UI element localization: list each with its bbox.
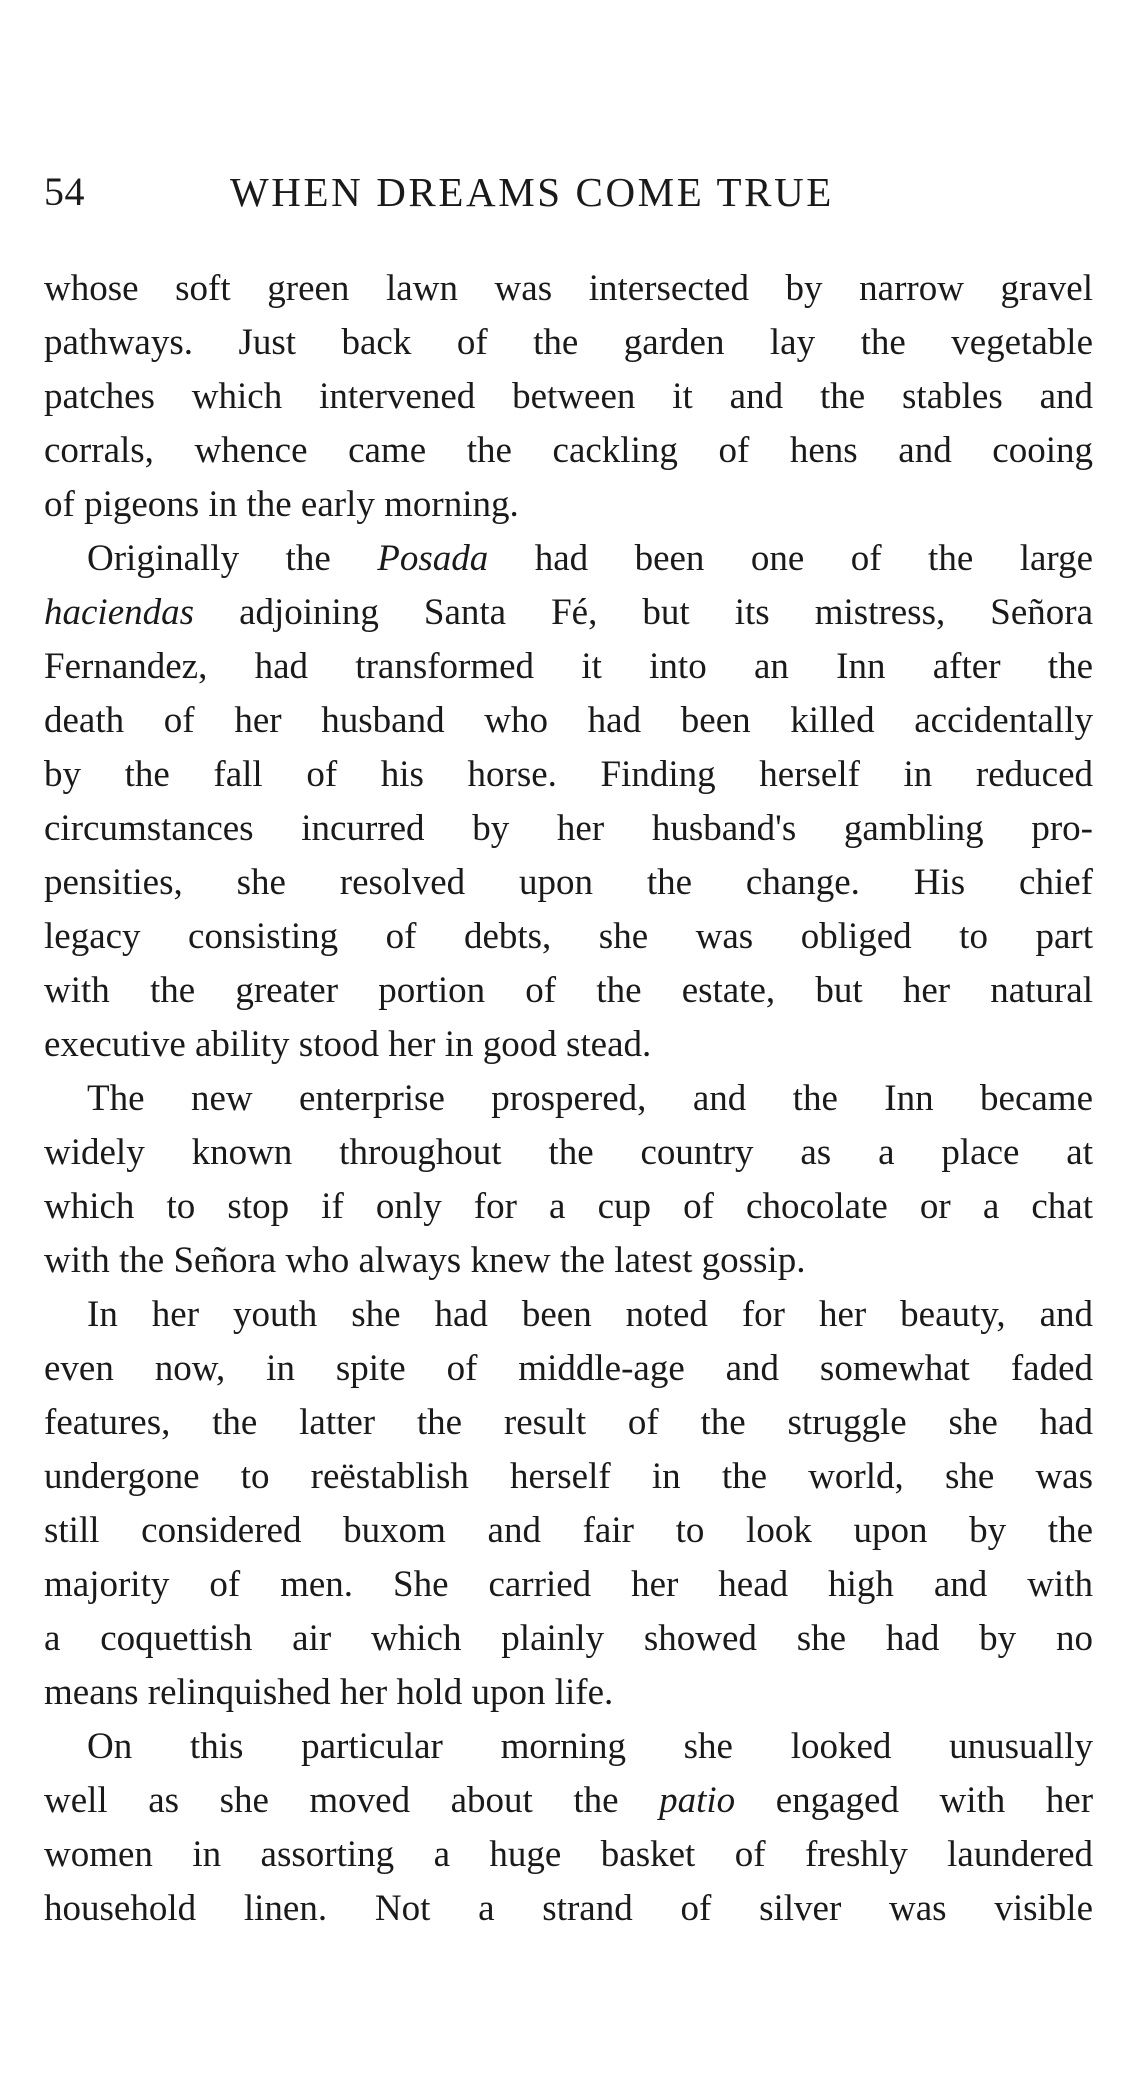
italic-word: haciendas bbox=[44, 592, 195, 633]
text-line: The new enterprise prospered, and the Inn became bbox=[87, 1078, 1093, 1119]
text-line: widely known throughout the country as a place at bbox=[44, 1132, 1093, 1173]
running-title: WHEN DREAMS COME TRUE bbox=[230, 169, 834, 215]
text-fragment: well as she moved about the bbox=[44, 1780, 619, 1821]
text-line: In her youth she had been noted for her beauty, and bbox=[87, 1294, 1093, 1335]
body-text bbox=[44, 262, 1093, 1936]
text-line: which to stop if only for a cup of chocolate or a chat bbox=[44, 1186, 1093, 1227]
text-line: a coquettish air which plainly showed she had by no bbox=[44, 1618, 1093, 1659]
text-fragment: Originally the bbox=[87, 538, 378, 579]
text-fragment: adjoining Santa Fé, but its mistress, Señora bbox=[239, 592, 1094, 633]
text-line: whose soft green lawn was intersected by narrow gravel bbox=[44, 268, 1093, 309]
text-fragment: engaged with her bbox=[775, 1780, 1094, 1821]
text-line: corrals, whence came the cackling of hens and cooing bbox=[44, 430, 1093, 471]
text-line: still considered buxom and fair to look upon by the bbox=[44, 1510, 1093, 1551]
text-line: Fernandez, had transformed it into an Inn after the bbox=[44, 646, 1093, 687]
text-line: patches which intervened between it and the stables and bbox=[44, 376, 1093, 417]
text-line bbox=[44, 532, 1093, 586]
text-line: with the Señora who always knew the latest gossip. bbox=[44, 1240, 806, 1281]
text-line: means relinquished her hold upon life. bbox=[44, 1672, 614, 1713]
text-line bbox=[44, 1774, 1093, 1828]
italic-word: patio bbox=[659, 1780, 736, 1821]
text-line: features, the latter the result of the struggle she had bbox=[44, 1402, 1093, 1443]
text-line: majority of men. She carried her head high and with bbox=[44, 1564, 1093, 1605]
text-line: circumstances incurred by her husband's gambling pro- bbox=[44, 808, 1093, 849]
text-line: by the fall of his horse. Finding herself in reduced bbox=[44, 754, 1093, 795]
text-line bbox=[44, 586, 1093, 640]
text-fragment: had been one of the large bbox=[534, 538, 1093, 579]
text-line: On this particular morning she looked unusually bbox=[87, 1726, 1093, 1767]
text-line: household linen. Not a strand of silver was visible bbox=[44, 1888, 1093, 1929]
italic-word: Posada bbox=[377, 538, 489, 579]
text-line: with the greater portion of the estate, but her natural bbox=[44, 970, 1093, 1011]
running-head bbox=[44, 168, 1094, 228]
text-line: even now, in spite of middle-age and somewhat faded bbox=[44, 1348, 1093, 1389]
text-line: legacy consisting of debts, she was obliged to part bbox=[44, 916, 1093, 957]
text-line: women in assorting a huge basket of freshly laundered bbox=[44, 1834, 1093, 1875]
text-line: death of her husband who had been killed accidentally bbox=[44, 700, 1093, 741]
text-line: undergone to reëstablish herself in the world, she was bbox=[44, 1456, 1093, 1497]
text-line: of pigeons in the early morning. bbox=[44, 484, 519, 525]
text-line: pathways. Just back of the garden lay the vegetable bbox=[44, 322, 1093, 363]
text-line: pensities, she resolved upon the change. His chief bbox=[44, 862, 1093, 903]
page-number: 54 bbox=[44, 169, 85, 214]
text-line: executive ability stood her in good stead. bbox=[44, 1024, 652, 1065]
